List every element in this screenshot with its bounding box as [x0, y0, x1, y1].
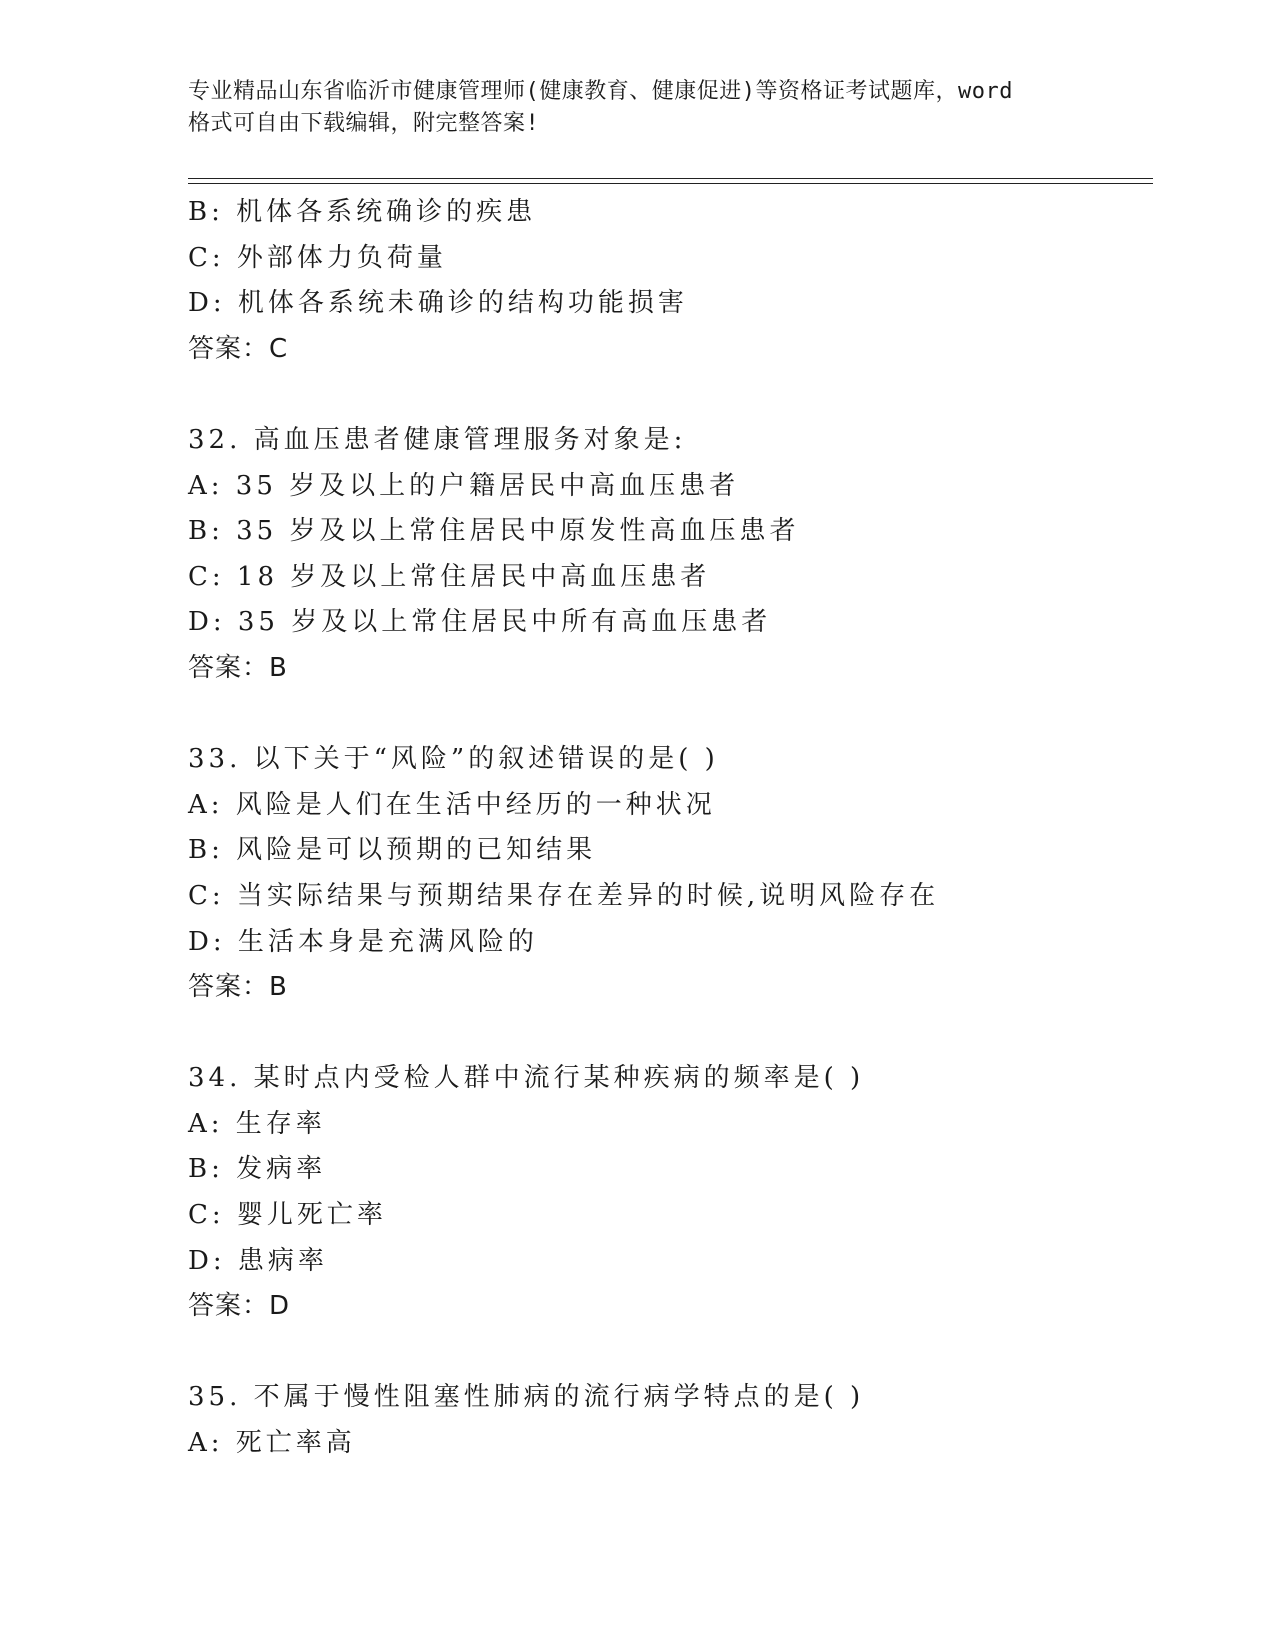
option-c: C: 婴儿死亡率 — [188, 1200, 387, 1231]
question-stem: 32. 高血压患者健康管理服务对象是: — [188, 424, 687, 455]
option-a: A: 风险是人们在生活中经历的一种状况 — [188, 789, 716, 820]
option-b: B: 35 岁及以上常住居民中原发性高血压患者 — [188, 516, 800, 547]
option-a: A: 生存率 — [188, 1108, 326, 1139]
question-stem: 34. 某时点内受检人群中流行某种疾病的频率是( ) — [188, 1063, 865, 1094]
option-b: B: 机体各系统确诊的疾患 — [188, 197, 537, 227]
header-line-2: 格式可自由下载编辑，附完整答案! — [188, 111, 540, 136]
spacer — [188, 692, 1148, 738]
option-d: D: 机体各系统未确诊的结构功能损害 — [188, 288, 688, 319]
question-32 — [188, 418, 1148, 692]
question-stem: 33. 以下关于“风险”的叙述错误的是( ) — [188, 744, 719, 775]
question-33 — [188, 737, 1148, 1011]
option-a: A: 死亡率高 — [188, 1428, 356, 1459]
option-a: A: 35 岁及以上的户籍居民中高血压患者 — [188, 470, 740, 501]
answer: 答案：B — [188, 972, 288, 1003]
header-divider-top — [188, 178, 1153, 179]
option-c: C: 外部体力负荷量 — [188, 242, 447, 273]
question-34 — [188, 1056, 1148, 1330]
header-line-1: 专业精品山东省临沂市健康管理师(健康教育、健康促进)等资格证考试题库，word — [188, 79, 1013, 104]
option-b: B: 发病率 — [188, 1154, 327, 1185]
document-header — [188, 76, 1088, 140]
spacer — [188, 1330, 1148, 1376]
option-c: C: 18 岁及以上常住居民中高血压患者 — [188, 561, 711, 592]
option-d: D: 35 岁及以上常住居民中所有高血压患者 — [188, 607, 772, 638]
option-d: D: 患病率 — [188, 1245, 328, 1276]
answer: 答案：D — [188, 1291, 291, 1322]
answer: 答案：B — [188, 652, 288, 683]
option-b: B: 风险是可以预期的已知结果 — [188, 835, 597, 866]
question-stem: 35. 不属于慢性阻塞性肺病的流行病学特点的是( ) — [188, 1382, 865, 1413]
spacer — [188, 372, 1148, 418]
option-d: D: 生活本身是充满风险的 — [188, 926, 538, 957]
spacer — [188, 1011, 1148, 1057]
question-35 — [188, 1375, 1148, 1466]
header-divider-bottom — [188, 183, 1153, 184]
option-c: C: 当实际结果与预期结果存在差异的时候,说明风险存在 — [188, 880, 940, 911]
question-31-continuation — [188, 190, 1148, 372]
question-list — [188, 190, 1148, 1467]
answer: 答案：C — [188, 333, 289, 364]
